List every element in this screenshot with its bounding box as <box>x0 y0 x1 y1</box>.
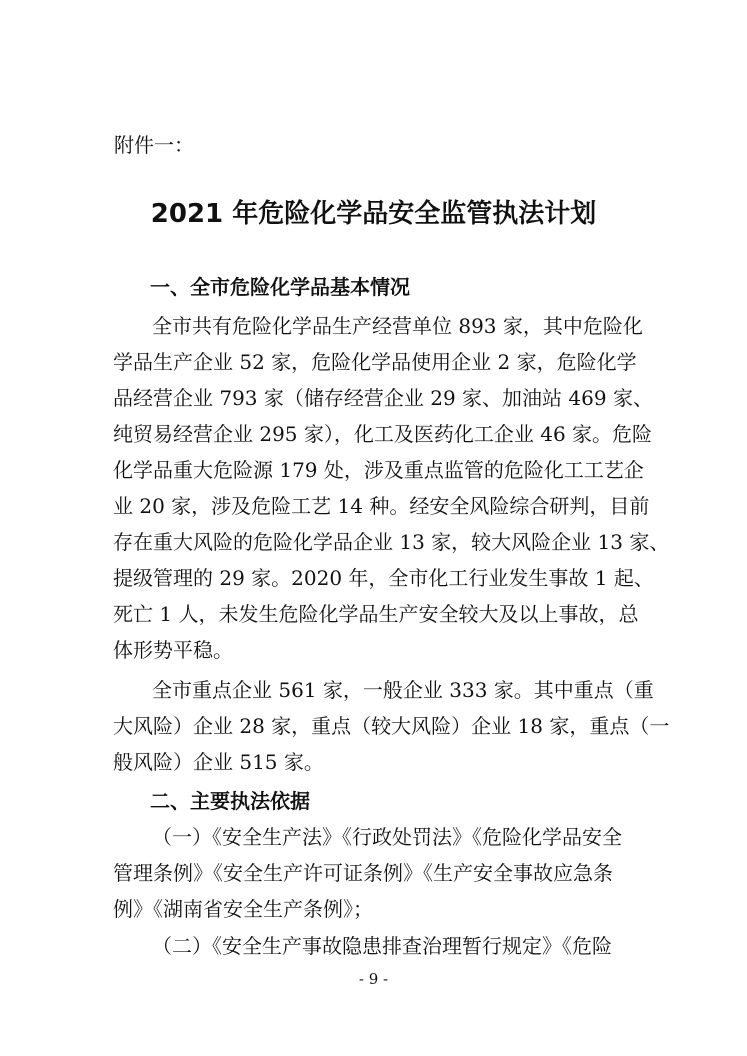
section-2-heading: 二、主要执法依据 <box>150 789 310 813</box>
section-1-para-1-line: 业 20 家，涉及危险工艺 14 种。经安全风险综合研判，目前 <box>113 494 650 518</box>
section-2-para-1-line: （一）《安全生产法》《行政处罚法》《危险化学品安全 <box>152 825 622 849</box>
page-number: - 9 - <box>358 970 389 988</box>
section-1-para-2-line: 般风险）企业 515 家。 <box>113 750 324 774</box>
section-1-para-1-line: 纯贸易经营企业 295 家），化工及医药化工企业 46 家。危险 <box>113 422 653 446</box>
section-2-para-1-line: 例》《湖南省安全生产条例》； <box>113 897 373 921</box>
section-2-para-1-line: 管理条例》《安全生产许可证条例》《生产安全事故应急条 <box>113 861 613 885</box>
section-1-para-1-line: 死亡 1 人，未发生危险化学品生产安全较大及以上事故，总 <box>113 602 639 626</box>
section-1-para-1-line: 体形势平稳。 <box>113 638 233 662</box>
section-1-para-1-line: 品经营企业 793 家（储存经营企业 29 家、加油站 469 家、 <box>113 386 653 410</box>
document-title: 2021 年危险化学品安全监管执法计划 <box>150 199 597 229</box>
section-1-para-2-line: 大风险）企业 28 家，重点（较大风险）企业 18 家，重点（一 <box>113 714 670 738</box>
attachment-label: 附件一： <box>114 133 194 157</box>
section-1-para-1-line: 学品生产企业 52 家，危险化学品使用企业 2 家，危险化学 <box>113 350 637 374</box>
section-1-para-1-line: 存在重大风险的危险化学品企业 13 家，较大风险企业 13 家、 <box>113 530 670 554</box>
section-1-para-1-line: 化学品重大危险源 179 处，涉及重点监管的危险化工工艺企 <box>113 458 644 482</box>
section-1-heading: 一、全市危险化学品基本情况 <box>150 275 410 299</box>
section-1-para-1-line: 全市共有危险化学品生产经营单位 893 家，其中危险化 <box>152 314 643 338</box>
section-2-para-2-line: （二）《安全生产事故隐患排查治理暂行规定》《危险 <box>152 934 612 958</box>
section-1-para-1-line: 提级管理的 29 家。2020 年，全市化工行业发生事故 1 起、 <box>113 566 654 590</box>
section-1-para-2-line: 全市重点企业 561 家，一般企业 333 家。其中重点（重 <box>152 678 654 702</box>
